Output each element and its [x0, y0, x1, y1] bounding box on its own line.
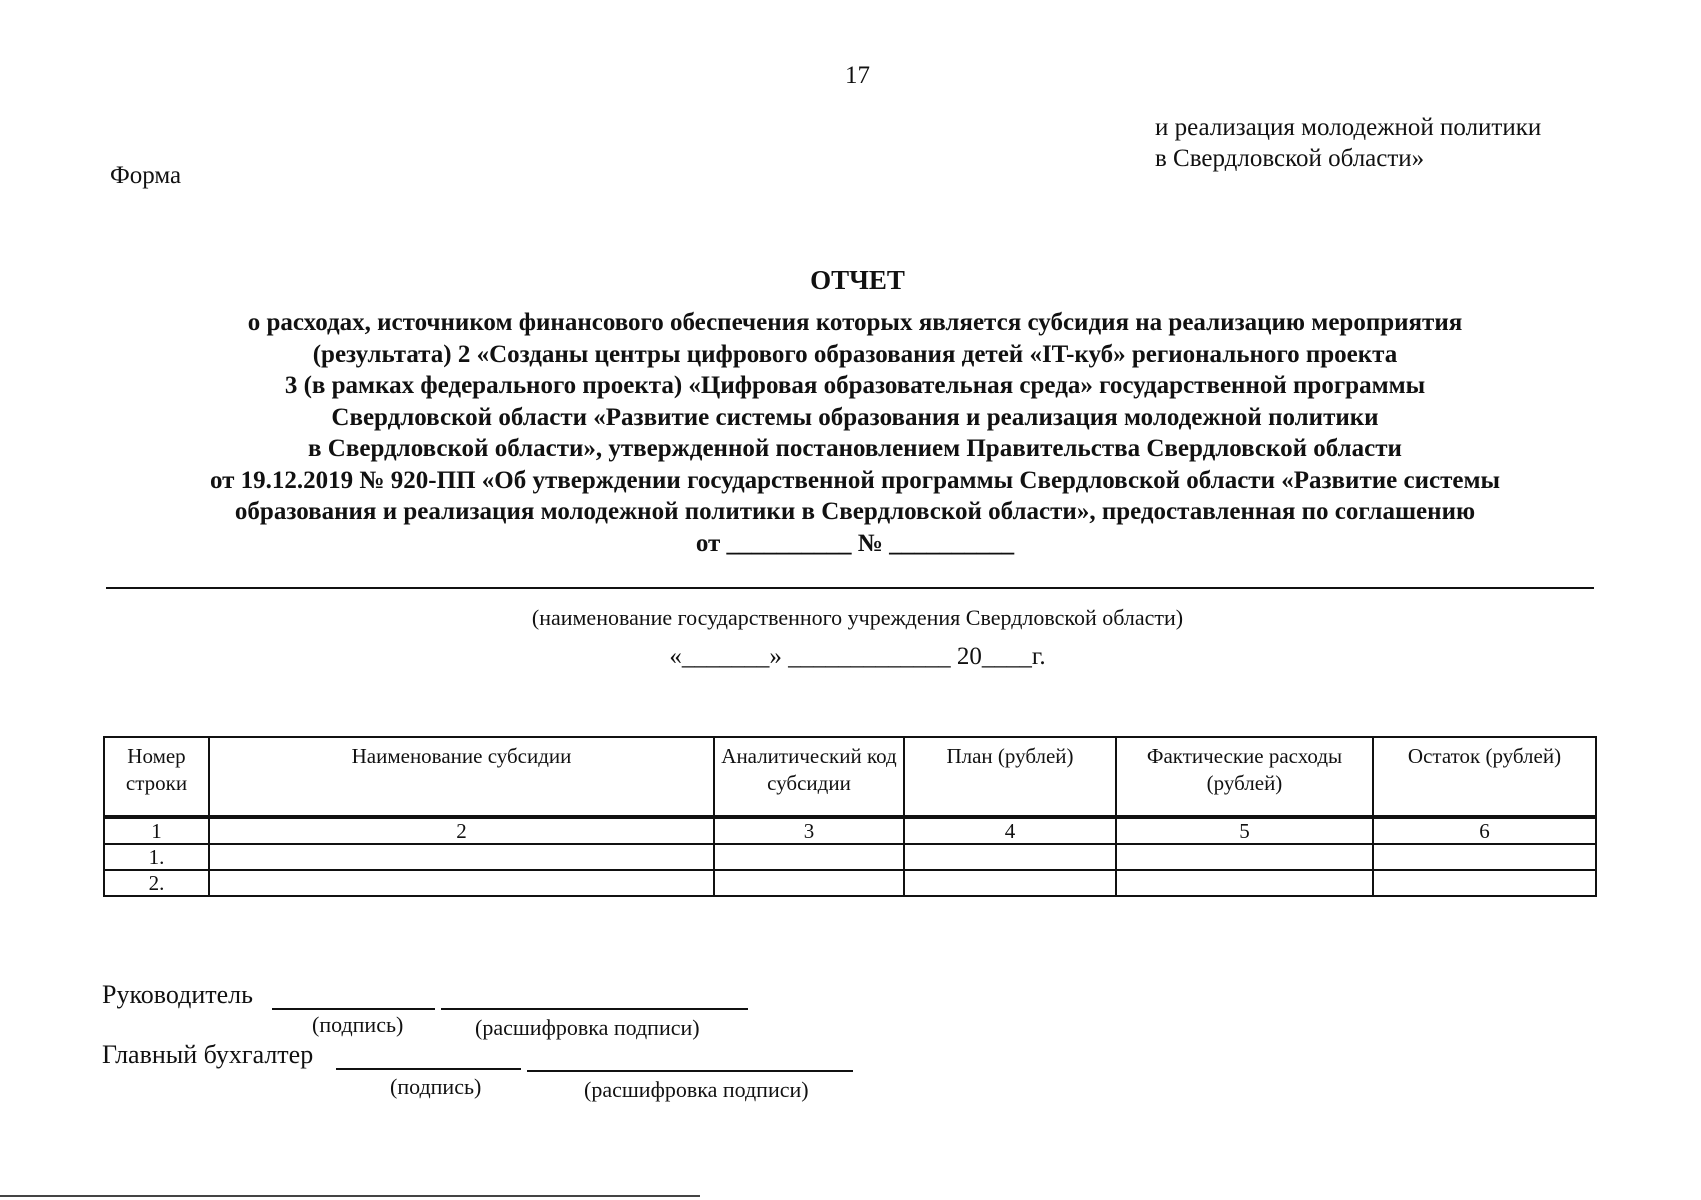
page-bottom-rule	[0, 1195, 700, 1197]
header-analytic-code: Аналитический код субсидии	[714, 737, 904, 817]
date-field: «_______» _____________ 20____г.	[669, 643, 1046, 670]
table-cell: 1.	[104, 844, 209, 870]
table-cell	[1116, 844, 1373, 870]
agreement-line: от __________ № __________	[695, 529, 1015, 557]
column-number: 6	[1373, 817, 1596, 844]
table-cell	[1373, 844, 1596, 870]
table-cell: 2.	[104, 870, 209, 896]
report-line: (результата) 2 «Созданы центры цифрового образования детей «IT-куб» регионального проекта	[312, 340, 1398, 368]
head-label: Руководитель	[102, 980, 253, 1009]
column-number: 3	[714, 817, 904, 844]
accountant-label: Главный бухгалтер	[102, 1040, 314, 1069]
org-name-caption: (наименование государственного учреждения Свердловской области)	[531, 605, 1184, 630]
head-decode-caption: (расшифровка подписи)	[475, 1015, 700, 1040]
table-cell	[1116, 870, 1373, 896]
accountant-decode-caption: (расшифровка подписи)	[584, 1077, 809, 1102]
head-decode-line	[441, 1008, 748, 1010]
table-cell	[714, 844, 904, 870]
head-signature-line	[272, 1008, 435, 1010]
accountant-decode-line	[527, 1070, 853, 1072]
expense-table	[103, 736, 1597, 897]
head-sign-caption: (подпись)	[312, 1012, 404, 1037]
column-number: 2	[209, 817, 714, 844]
column-number: 4	[904, 817, 1116, 844]
report-line: образования и реализация молодежной политики в Свердловской области», предоставленная по соглашению	[234, 498, 1476, 525]
header-actual-expenses: Фактические расходы (рублей)	[1116, 737, 1373, 817]
table-cell	[904, 870, 1116, 896]
header-row-number: Номер строки	[104, 737, 209, 817]
page-number: 17	[845, 62, 870, 89]
report-line: от 19.12.2019 № 920-ПП «Об утверждении государственной программы Свердловской области «Развитие системы	[209, 466, 1500, 494]
header-note-line: и реализация молодежной политики	[1155, 114, 1542, 141]
report-line: о расходах, источником финансового обеспечения которых является субсидия на реализацию мероприятия	[247, 309, 1463, 336]
table-cell	[904, 844, 1116, 870]
column-number-row	[104, 817, 1596, 844]
report-title: ОТЧЕТ	[810, 265, 905, 295]
table-cell	[209, 870, 714, 896]
table-cell	[209, 844, 714, 870]
report-line: в Свердловской области», утвержденной постановлением Правительства Свердловской области	[308, 435, 1402, 462]
accountant-signature-line	[336, 1068, 521, 1070]
table-row	[104, 844, 1596, 870]
column-number: 5	[1116, 817, 1373, 844]
report-line: Свердловской области «Развитие системы образования и реализация молодежной политики	[331, 403, 1379, 431]
accountant-sign-caption: (подпись)	[390, 1074, 482, 1099]
report-description	[90, 307, 1620, 559]
table-cell	[1373, 870, 1596, 896]
header-note	[1155, 112, 1541, 174]
header-plan: План (рублей)	[904, 737, 1116, 817]
report-line: 3 (в рамках федерального проекта) «Цифровая образовательная среда» государственной программы	[284, 372, 1426, 399]
table-row	[104, 870, 1596, 896]
header-subsidy-name: Наименование субсидии	[209, 737, 714, 817]
header-balance: Остаток (рублей)	[1373, 737, 1596, 817]
column-number: 1	[104, 817, 209, 844]
table-header-row	[104, 737, 1596, 817]
header-note-line: в Свердловской области»	[1155, 145, 1425, 172]
form-label: Форма	[110, 162, 182, 189]
org-name-line	[106, 587, 1594, 589]
table-cell	[714, 870, 904, 896]
